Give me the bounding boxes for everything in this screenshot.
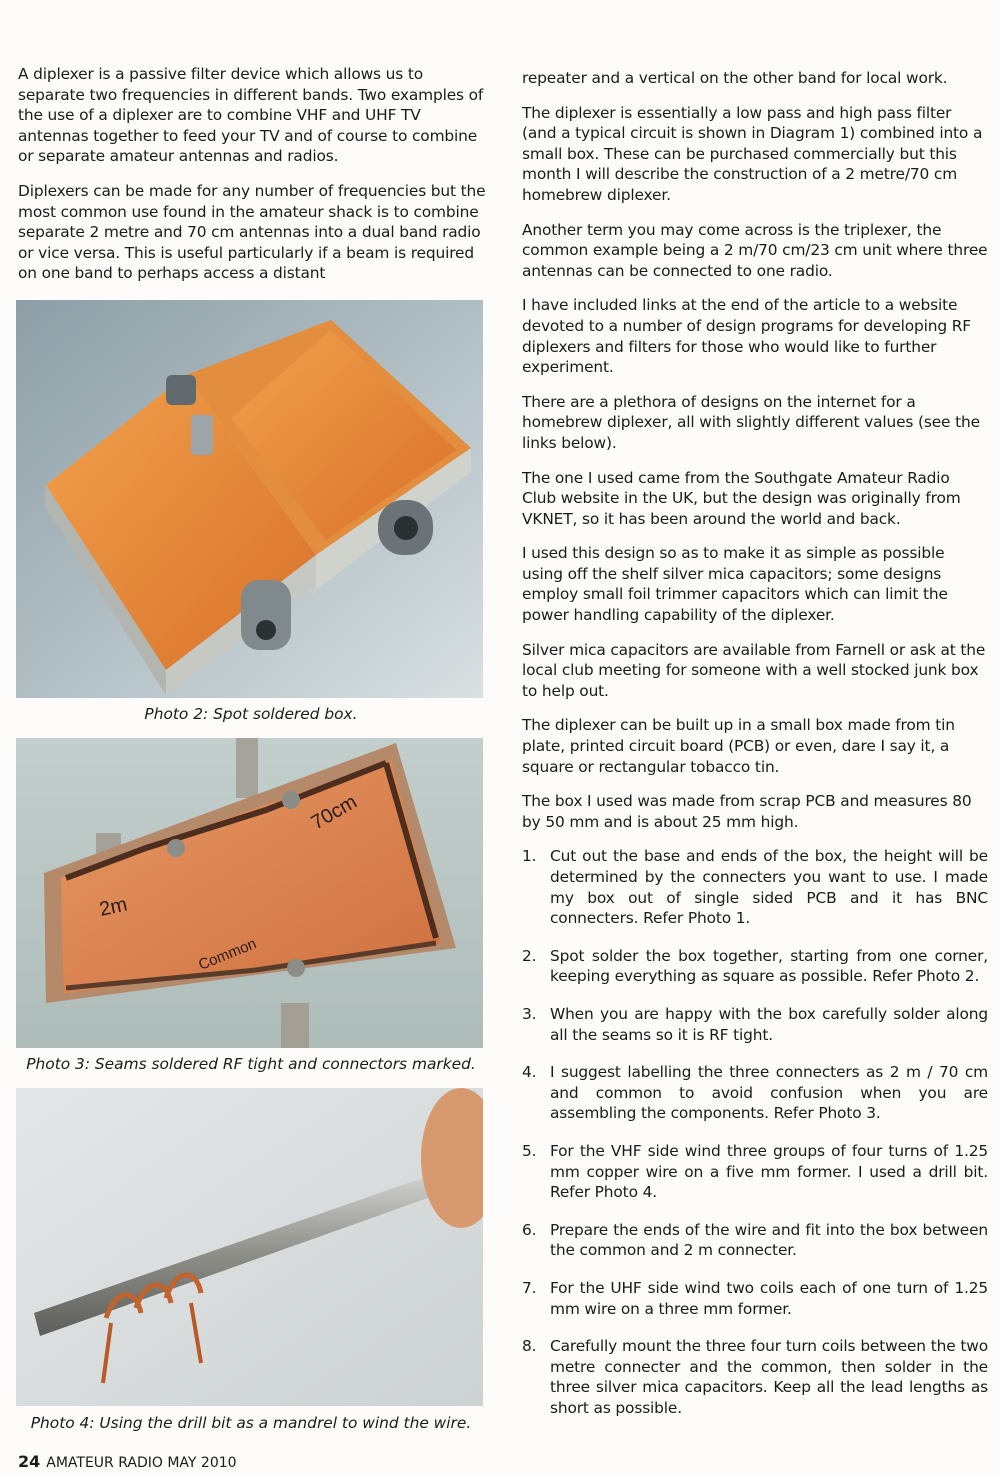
step-text: Prepare the ends of the wire and fit into the box between the common and 2 m connecter. [550,1220,988,1260]
paragraph: I have included links at the end of the article to a website devoted to a number of design programs for developing RF diplexers and filters for those who would like to further experiment. [522,296,972,377]
step-number: 1. [522,847,537,866]
paragraph: The one I used came from the Southgate Amateur Radio Club website in the UK, but the design was originally from VKNET, so it has been around the world and back. [522,468,961,528]
step-number: 8. [522,1337,537,1356]
step-number: 4. [522,1063,537,1082]
paragraph: The diplexer can be built up in a small box made from tin plate, printed circuit board (PCB) or even, dare I say it, a square or rectangular tobacco tin. [522,716,955,776]
photo-3-seams-soldered [16,738,483,1048]
step-number: 7. [522,1278,537,1297]
list-item [522,1278,988,1319]
paragraph: The box I used was made from scrap PCB and measures 80 by 50 mm and is about 25 mm high. [522,792,972,831]
paragraph: repeater and a vertical on the other band for local work. [522,69,948,87]
step-text: For the VHF side wind three groups of four turns of 1.25 mm copper wire on a five mm former. I used a drill bit. Refer Photo 4. [550,1141,988,1202]
list-item [522,1062,988,1124]
list-item [522,946,988,987]
paragraph: The diplexer is essentially a low pass and high pass filter (and a typical circuit is shown in Diagram 1) combined into a small box. These can be purchased commercially but this month I will describe the construction of a 2 metre/70 cm homebrew diplexer. [522,103,983,204]
step-number: 6. [522,1220,537,1239]
photo-4-caption: Photo 4: Using the drill bit as a mandrel to wind the wire. [30,1414,472,1432]
paragraph: A diplexer is a passive filter device which allows us to separate two frequencies in different bands. Two examples of the use of a diplexer are to combine VHF and UHF TV antennas together to feed your TV and of course to combine or separate amateur antennas and radios. [18,65,484,166]
paragraph: Another term you may come across is the triplexer, the common example being a 2 m/70 cm/23 cm unit where three antennas can be connected to one radio. [522,220,988,280]
marker-common: Common [196,935,259,974]
step-text: For the UHF side wind two coils each of one turn of 1.25 mm wire on a three mm former. [550,1278,988,1318]
paragraph: Diplexers can be made for any number of frequencies but the most common use found in the amateur shack is to combine separate 2 metre and 70 cm antennas into a dual band radio or vice versa. This is useful particularly if a beam is required on one band to perhaps access a distant [18,181,486,283]
photo-3-caption: Photo 3: Seams soldered RF tight and connectors marked. [26,1055,476,1073]
photo-2-spot-soldered-box [16,300,483,698]
page-footer [18,1452,237,1471]
step-number: 5. [522,1141,537,1160]
left-column [18,64,486,298]
list-item [522,846,988,928]
paragraph: There are a plethora of designs on the internet for a homebrew diplexer, all with slightly different values (see the links below). [522,392,980,452]
construction-steps-list [522,846,988,1418]
photo-2-caption: Photo 2: Spot soldered box. [144,705,358,723]
step-number: 2. [522,946,537,965]
list-item [522,1336,988,1418]
page-number: 24 [18,1452,41,1471]
list-item [522,1141,988,1203]
step-text: Carefully mount the three four turn coils between the two metre connecter and the common, then solder in the three silver mica capacitors. Keep all the lead lengths as short as possible. [550,1337,988,1417]
step-text: I suggest labelling the three connecters as 2 m / 70 cm and common to avoid confusion when you are assembling the components. Refer Photo 3. [550,1063,988,1123]
list-item [522,1220,988,1261]
right-column [522,68,988,1435]
publication-title: AMATEUR RADIO MAY 2010 [46,1455,237,1471]
step-number: 3. [522,1004,537,1023]
step-text: Spot solder the box together, starting from one corner, keeping everything as square as possible. Refer Photo 2. [550,946,988,986]
list-item [522,1004,988,1045]
step-text: When you are happy with the box carefully solder along all the seams so it is RF tight. [550,1004,988,1044]
marker-70cm: 70cm [307,790,361,835]
marker-2m: 2m [97,893,130,921]
paragraph: I used this design so as to make it as simple as possible using off the shelf silver mica capacitors; some designs employ small foil trimmer capacitors which can limit the power handling capability of the diplexer. [522,544,948,625]
photo-4-drill-bit-mandrel [16,1088,483,1406]
paragraph: Silver mica capacitors are available from Farnell or ask at the local club meeting for someone with a well stocked junk box to help out. [522,640,986,700]
step-text: Cut out the base and ends of the box, the height will be determined by the connecters you want to use. I made my box out of single sided PCB and it has BNC connecters. Refer Photo 1. [550,847,988,928]
